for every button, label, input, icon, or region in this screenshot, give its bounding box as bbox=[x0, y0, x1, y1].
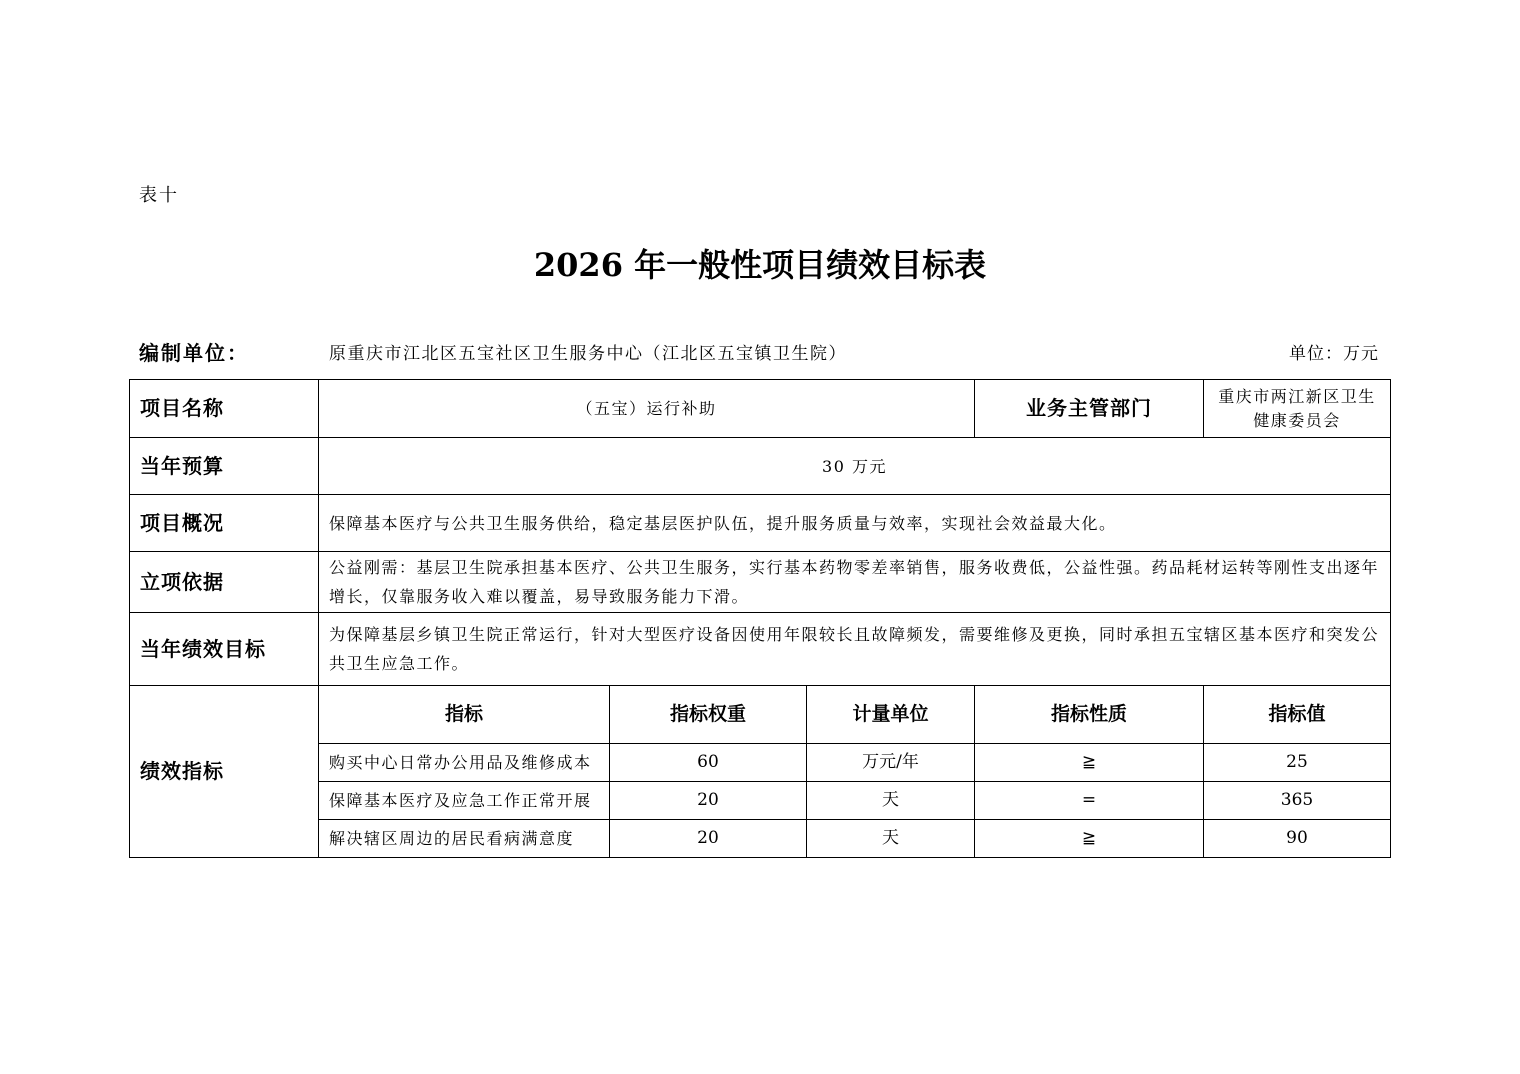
indicator-name: 购买中心日常办公用品及维修成本 bbox=[319, 744, 610, 782]
project-name-label: 项目名称 bbox=[130, 380, 319, 438]
page-title: 2026 年一般性项目绩效目标表 bbox=[533, 246, 987, 284]
overview-label: 项目概况 bbox=[130, 495, 319, 552]
indicator-weight: 20 bbox=[610, 820, 807, 858]
org-label: 编制单位： bbox=[139, 341, 249, 365]
table-row bbox=[130, 782, 1391, 820]
indicator-unit: 万元/年 bbox=[807, 744, 975, 782]
indicator-nature: = bbox=[975, 782, 1204, 820]
indicator-name: 保障基本医疗及应急工作正常开展 bbox=[319, 782, 610, 820]
nature-header: 指标性质 bbox=[975, 686, 1204, 744]
weight-header: 指标权重 bbox=[610, 686, 807, 744]
indicator-unit: 天 bbox=[807, 782, 975, 820]
indicator-value: 90 bbox=[1204, 820, 1391, 858]
indicator-nature: ≧ bbox=[975, 820, 1204, 858]
indicator-unit: 天 bbox=[807, 820, 975, 858]
overview-value: 保障基本医疗与公共卫生服务供给，稳定基层医护队伍，提升服务质量与效率，实现社会效益最大化。 bbox=[319, 495, 1391, 552]
value-header: 指标值 bbox=[1204, 686, 1391, 744]
org-info-row bbox=[139, 337, 1379, 363]
indicator-weight: 20 bbox=[610, 782, 807, 820]
org-name: 原重庆市江北区五宝社区卫生服务中心（江北区五宝镇卫生院） bbox=[329, 344, 847, 364]
indicator-header: 指标 bbox=[319, 686, 610, 744]
indicator-name: 解决辖区周边的居民看病满意度 bbox=[319, 820, 610, 858]
budget-value: 30 万元 bbox=[319, 438, 1391, 495]
basis-label: 立项依据 bbox=[130, 552, 319, 613]
table-row bbox=[130, 613, 1391, 686]
goal-label: 当年绩效目标 bbox=[130, 613, 319, 686]
indicator-nature: ≧ bbox=[975, 744, 1204, 782]
table-row bbox=[130, 552, 1391, 613]
table-row bbox=[130, 495, 1391, 552]
table-row bbox=[130, 380, 1391, 438]
table-row bbox=[130, 744, 1391, 782]
table-row bbox=[130, 820, 1391, 858]
basis-value: 公益刚需：基层卫生院承担基本医疗、公共卫生服务，实行基本药物零差率销售，服务收费低，公益性强。药品耗材运转等刚性支出逐年增长，仅靠服务收入难以覆盖，易导致服务能力下滑。 bbox=[319, 552, 1391, 613]
budget-label: 当年预算 bbox=[130, 438, 319, 495]
dept-label: 业务主管部门 bbox=[975, 380, 1204, 438]
table-row bbox=[130, 438, 1391, 495]
indicator-header-row bbox=[130, 686, 1391, 744]
goal-value: 为保障基层乡镇卫生院正常运行，针对大型医疗设备因使用年限较长且故障频发，需要维修及更换，同时承担五宝辖区基本医疗和突发公共卫生应急工作。 bbox=[319, 613, 1391, 686]
indicator-value: 365 bbox=[1204, 782, 1391, 820]
dept-value: 重庆市两江新区卫生健康委员会 bbox=[1204, 380, 1391, 438]
indicator-value: 25 bbox=[1204, 744, 1391, 782]
indicator-weight: 60 bbox=[610, 744, 807, 782]
currency-unit: 单位：万元 bbox=[1289, 344, 1379, 364]
unit-header: 计量单位 bbox=[807, 686, 975, 744]
indicators-label: 绩效指标 bbox=[130, 686, 319, 858]
table-number: 表十 bbox=[139, 185, 179, 206]
performance-table bbox=[129, 379, 1391, 858]
project-name-value: （五宝）运行补助 bbox=[319, 380, 975, 438]
